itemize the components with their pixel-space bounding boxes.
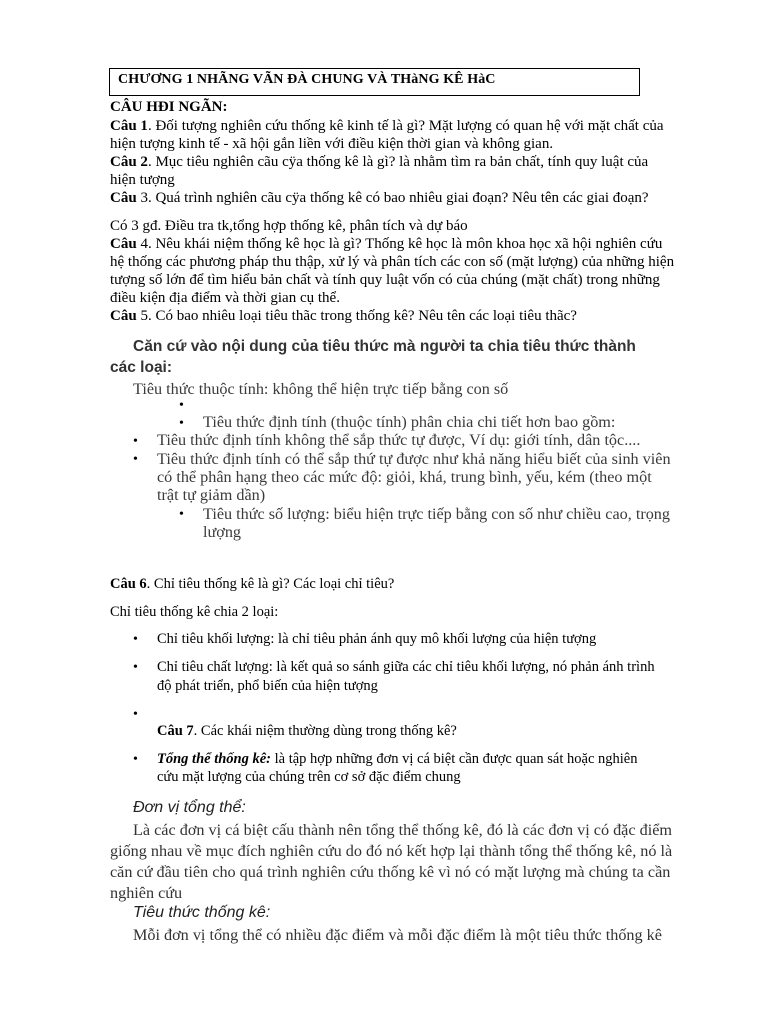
unit-line4: nghiên cứu — [110, 884, 183, 902]
question-4-text: 4. Nêu khái niệm thống kê học là gì? Thống kê học là môn khoa học xã hội nghiên cứu — [136, 236, 663, 252]
question-7-definition-line1 — [157, 750, 637, 768]
question-5 — [110, 307, 577, 325]
question-6-item-2-line2: độ phát triển, phổ biến của hiện tượng — [157, 678, 378, 694]
criteria-qualitative: Tiêu thức định tính (thuộc tính) phân chia chi tiết hơn bao gồm: — [203, 413, 616, 431]
question-2-label: Câu 2 — [110, 154, 148, 170]
question-3-label: Câu — [110, 190, 137, 206]
unit-line1: Là các đơn vị cá biệt cấu thành nên tổng thể thống kê, đó là các đơn vị có đặc điểm — [133, 821, 672, 839]
short-questions-heading: CÂU HÐI NGÃN: — [110, 99, 228, 115]
bullet-icon: • — [133, 632, 138, 647]
question-3 — [110, 189, 649, 207]
question-5-text: 5. Có bao nhiêu loại tiêu thãc trong thống kê? Nêu tên các loại tiêu thãc? — [136, 308, 577, 324]
question-1-label: Câu 1 — [110, 118, 148, 134]
question-7-definition-line2: cứu mặt lượng của chúng trên cơ sở đặc điểm chung — [157, 769, 461, 785]
question-6-label: Câu 6 — [110, 576, 147, 592]
question-2-text: . Mục tiêu nghiên cãu cÿa thống kê là gì? là nhằm tìm ra bản chất, tính quy luật của — [147, 154, 649, 170]
criteria-quantitative-line1: Tiêu thức số lượng: biểu hiện trực tiếp bằng con số như chiều cao, trọng — [203, 505, 670, 523]
question-7 — [157, 722, 457, 740]
bullet-icon: • — [133, 434, 138, 449]
unit-line2: giống nhau về mục đích nghiên cứu do đó nó kết hợp lại thành tổng thể thống kê, nó là — [110, 842, 673, 860]
criteria-heading-line2: các loại: — [110, 359, 173, 376]
bullet-icon: • — [179, 398, 184, 413]
criteria-attribute: Tiêu thức thuộc tính: không thể hiện trực tiếp bằng con số — [133, 380, 509, 398]
question-1 — [110, 117, 664, 135]
question-7-definition-text: là tập hợp những đơn vị cá biệt cần được quan sát hoặc nghiên — [271, 751, 638, 767]
unit-heading: Đơn vị tổng thể: — [133, 799, 246, 816]
bullet-icon: • — [133, 707, 138, 722]
question-6-text: . Chỉ tiêu thống kê là gì? Các loại chỉ tiêu? — [146, 576, 395, 592]
criterion-line1: Mỗi đơn vị tổng thể có nhiều đặc điểm và mỗi đặc điểm là một tiêu thức thống kê — [133, 926, 662, 944]
question-4 — [110, 235, 662, 253]
question-6-item-1: Chỉ tiêu khối lượng: là chỉ tiêu phản ánh quy mô khối lượng của hiện tượng — [157, 631, 597, 647]
bullet-icon: • — [179, 507, 184, 522]
question-1-text: . Đối tượng nghiên cứu thống kê kinh tế là gì? Mặt lượng có quan hệ với mặt chất của — [147, 118, 664, 134]
bullet-icon: • — [133, 752, 138, 767]
question-7-text: . Các khái niệm thường dùng trong thống kê? — [193, 723, 457, 739]
criterion-heading: Tiêu thức thống kê: — [133, 904, 271, 921]
unit-line3: căn cứ đầu tiên cho quá trình nghiên cứu thống kê vì nó có mặt lượng mà chúng ta cần — [110, 863, 671, 881]
question-4-line3: tượng số lớn để tìm hiểu bản chất và tính quy luật vốn có của chúng (mặt chất) trong những — [110, 272, 660, 288]
question-5-label: Câu — [110, 308, 137, 324]
criteria-heading-line1: Căn cứ vào nội dung của tiêu thức mà người ta chia tiêu thức thành — [133, 338, 636, 355]
bullet-icon: • — [179, 416, 184, 431]
question-3-answer: Có 3 gđ. Điều tra tk,tổng hợp thống kê, phân tích và dự báo — [110, 218, 468, 234]
question-2-line2: hiện tượng — [110, 172, 175, 188]
criteria-ordered-line2: có thể phân hạng theo các mức độ: giỏi, khá, trung bình, yếu, kém (theo một — [157, 468, 652, 486]
question-7-term: Tổng thể thống kê: — [157, 751, 271, 767]
criteria-ordered-line1: Tiêu thức định tính có thể sắp thứ tự được như khả năng hiểu biết của sinh viên — [157, 450, 671, 468]
question-4-line4: điều kiện địa điểm và thời gian cụ thể. — [110, 290, 340, 306]
bullet-icon: • — [133, 452, 138, 467]
question-3-text: 3. Quá trình nghiên cãu cÿa thống kê có bao nhiêu giai đoạn? Nêu tên các giai đoạn? — [136, 190, 649, 206]
question-7-label: Câu 7 — [157, 723, 194, 739]
chapter-title: CHƯƠNG 1 NHÃNG VÃN ĐÀ CHUNG VÀ THàNG KÊ HàC — [118, 72, 496, 87]
question-1-line2: hiện tượng kinh tế - xã hội gắn liền với điều kiện thời gian và không gian. — [110, 136, 554, 152]
question-6-intro: Chỉ tiêu thống kê chia 2 loại: — [110, 604, 279, 620]
question-4-line2: hệ thống các phương pháp thu thập, xử lý và phân tích các con số (mặt lượng) của những hiện — [110, 254, 675, 270]
question-4-label: Câu — [110, 236, 137, 252]
chapter-title-box — [109, 68, 640, 96]
question-2 — [110, 153, 648, 171]
question-6 — [110, 575, 394, 593]
criteria-unordered: Tiêu thức định tính không thể sắp thức tự được, Ví dụ: giới tính, dân tộc.... — [157, 431, 641, 449]
question-6-item-2-line1: Chỉ tiêu chất lượng: là kết quả so sánh giữa các chỉ tiêu khối lượng, nó phản ánh trình — [157, 659, 655, 675]
bullet-icon: • — [133, 660, 138, 675]
criteria-quantitative-line2: lượng — [203, 523, 242, 541]
criteria-ordered-line3: trật tự giảm dần) — [157, 486, 266, 504]
